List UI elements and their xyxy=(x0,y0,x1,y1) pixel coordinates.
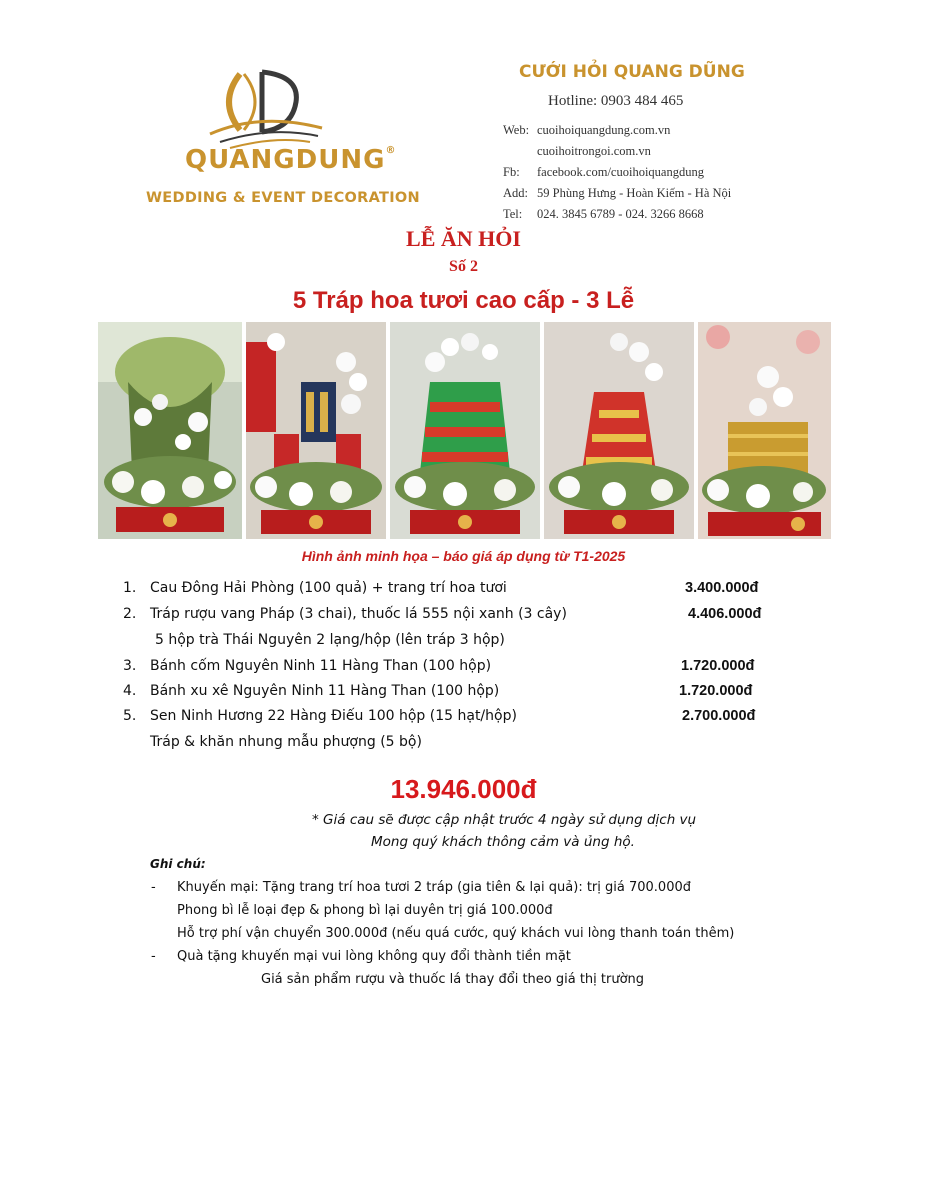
item-number: 5. xyxy=(123,708,137,724)
extra-item: Tráp & khăn nhung mẫu phượng (5 bộ) xyxy=(150,734,422,750)
contact-row xyxy=(503,162,731,183)
total-price: 13.946.000đ xyxy=(390,774,537,804)
contact-phone: 024. 3845 6789 - 024. 3266 8668 xyxy=(537,207,704,221)
item-price: 2.700.000đ xyxy=(682,708,756,724)
item-number: 3. xyxy=(123,658,137,674)
page-title: LỄ ĂN HỎI xyxy=(406,226,521,251)
item-number: 1. xyxy=(123,580,137,596)
item-subdescription: 5 hộp trà Thái Nguyên 2 lạng/hộp (lên tráp 3 hộp) xyxy=(155,632,505,648)
item-description: Sen Ninh Hương 22 Hàng Điếu 100 hộp (15 hạt/hộp) xyxy=(150,708,517,724)
bullet-dash: - xyxy=(151,949,156,964)
contact-row xyxy=(503,120,731,141)
item-description: Tráp rượu vang Pháp (3 chai), thuốc lá 555 nội xanh (3 cây) xyxy=(150,606,567,622)
tray-photo-3 xyxy=(390,322,540,539)
tray-photo-4 xyxy=(544,322,694,539)
item-number: 2. xyxy=(123,606,137,622)
note-envelope: Phong bì lễ loại đẹp & phong bì lại duyên trị giá 100.000đ xyxy=(177,903,553,918)
item-description: Cau Đông Hải Phòng (100 quả) + trang trí hoa tươi xyxy=(150,580,507,596)
note-promotion: Khuyến mại: Tặng trang trí hoa tươi 2 tráp (gia tiên & lại quả): trị giá 700.000đ xyxy=(177,880,691,895)
contact-label xyxy=(503,141,537,162)
notes-heading: Ghi chú: xyxy=(150,857,206,871)
item-price: 1.720.000đ xyxy=(679,683,753,699)
brand-tagline: WEDDING & EVENT DECORATION xyxy=(146,190,420,206)
contact-label: Fb: xyxy=(503,165,520,179)
contact-website-2: cuoihoitrongoi.com.vn xyxy=(537,144,651,158)
image-caption: Hình ảnh minh họa – báo giá áp dụng từ T1-2025 xyxy=(301,548,626,564)
contact-block xyxy=(503,120,731,225)
contact-website: cuoihoiquangdung.com.vn xyxy=(537,123,671,137)
contact-label: Web: xyxy=(503,123,530,137)
company-logo-mark xyxy=(200,62,330,152)
note-shipping: Hỗ trợ phí vận chuyển 300.000đ (nếu quá cước, quý khách vui lòng thanh toán thêm) xyxy=(177,926,735,941)
item-number: 4. xyxy=(123,683,137,699)
hotline: Hotline: 0903 484 465 xyxy=(548,93,684,109)
package-subtitle: 5 Tráp hoa tươi cao cấp - 3 Lễ xyxy=(292,287,635,314)
item-price: 1.720.000đ xyxy=(681,658,755,674)
note-market-price: Giá sản phẩm rượu và thuốc lá thay đổi theo giá thị trường xyxy=(261,972,645,987)
contact-label: Add: xyxy=(503,186,528,200)
contact-row xyxy=(503,204,731,225)
item-price: 3.400.000đ xyxy=(685,580,759,596)
item-price: 4.406.000đ xyxy=(688,606,762,622)
bullet-dash: - xyxy=(151,880,156,895)
tray-photo-5 xyxy=(698,322,831,539)
brand-name: QUANGDUNG® xyxy=(185,145,397,175)
registered-mark: ® xyxy=(385,145,397,156)
company-name: CƯỚI HỎI QUANG DŨNG xyxy=(519,62,745,82)
contact-facebook: facebook.com/cuoihoiquangdung xyxy=(537,165,704,179)
item-description: Bánh xu xê Nguyên Ninh 11 Hàng Than (100 hộp) xyxy=(150,683,500,699)
package-number: Số 2 xyxy=(449,258,478,275)
item-description: Bánh cốm Nguyên Ninh 11 Hàng Than (100 hộp) xyxy=(150,658,492,674)
price-note-thanks: Mong quý khách thông cảm và ủng hộ. xyxy=(371,834,635,850)
tray-photo-1 xyxy=(98,322,242,539)
price-note: * Giá cau sẽ được cập nhật trước 4 ngày sử dụng dịch vụ xyxy=(312,812,697,828)
contact-row xyxy=(503,141,731,162)
contact-address: 59 Phùng Hưng - Hoàn Kiếm - Hà Nội xyxy=(537,186,732,200)
contact-row xyxy=(503,183,731,204)
note-gift: Quà tặng khuyến mại vui lòng không quy đổi thành tiền mặt xyxy=(177,949,571,964)
tray-photo-2 xyxy=(246,322,386,539)
contact-label: Tel: xyxy=(503,207,523,221)
